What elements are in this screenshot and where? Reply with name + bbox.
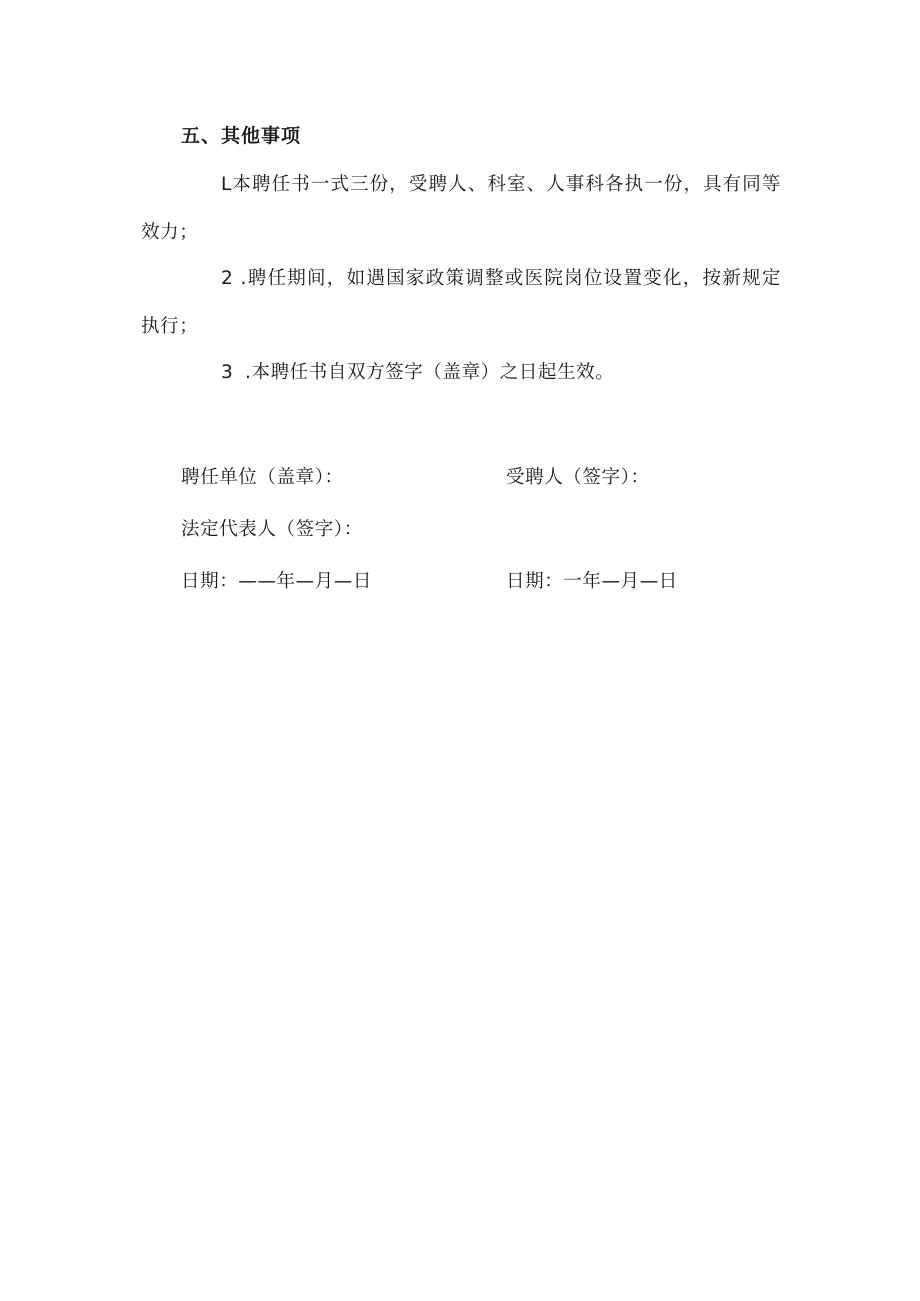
clause-2 <box>141 255 781 351</box>
employee-date-line: 日期：一年—月—日 <box>506 571 678 592</box>
clause-3-text: .本聘任书自双方签字（盖章）之日起生效。 <box>245 362 615 383</box>
clause-2-text: .聘任期间，如遇国家政策调整或医院岗位设置变化，按新规定执行； <box>141 268 781 337</box>
clause-3 <box>141 349 781 397</box>
section-heading: 五、其他事项 <box>181 125 302 147</box>
employer-seal-label: 聘任单位（盖章）： <box>181 467 344 488</box>
clause-3-number: 3 <box>221 362 234 383</box>
employee-signature-label: 受聘人（签字）： <box>506 467 650 488</box>
legal-representative-label: 法定代表人（签字）： <box>181 519 363 540</box>
employer-date-line: 日期：——年—月—日 <box>181 571 373 592</box>
clause-1 <box>141 161 781 257</box>
clause-1-text: 本聘任书一式三份，受聘人、科室、人事科各执一份，具有同等效力； <box>141 174 781 243</box>
clause-1-number: L <box>221 174 232 195</box>
clause-2-number: 2 <box>221 268 234 289</box>
